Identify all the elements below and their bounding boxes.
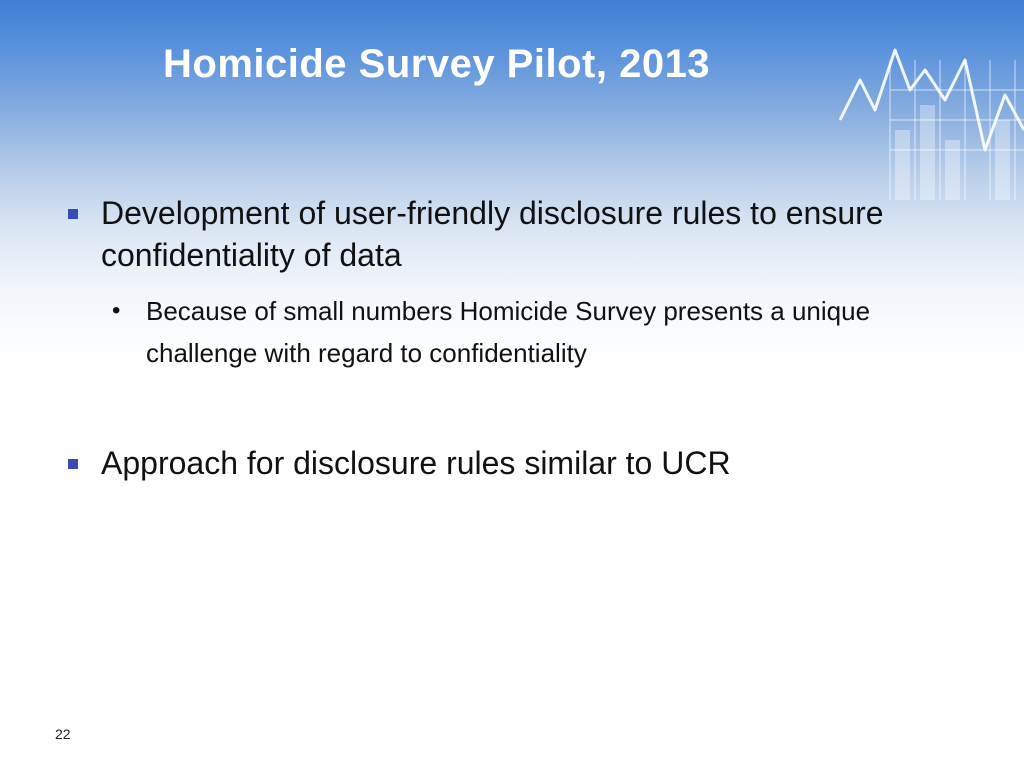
slide-title: Homicide Survey Pilot, 2013 — [163, 42, 711, 86]
page-number: 22 — [55, 726, 71, 742]
round-bullet-icon: • — [112, 297, 121, 324]
line-chart-graphic — [800, 0, 1024, 200]
bullet-text: Approach for disclosure rules similar to UCR — [101, 445, 731, 481]
square-bullet-icon — [68, 209, 78, 219]
bullet-text: Development of user-friendly disclosure rules to ensure confidentiality of data — [101, 195, 884, 273]
square-bullet-icon — [68, 459, 78, 469]
sub-bullet-text: Because of small numbers Homicide Survey presents a unique challenge with regard to confidentiality — [146, 296, 871, 368]
